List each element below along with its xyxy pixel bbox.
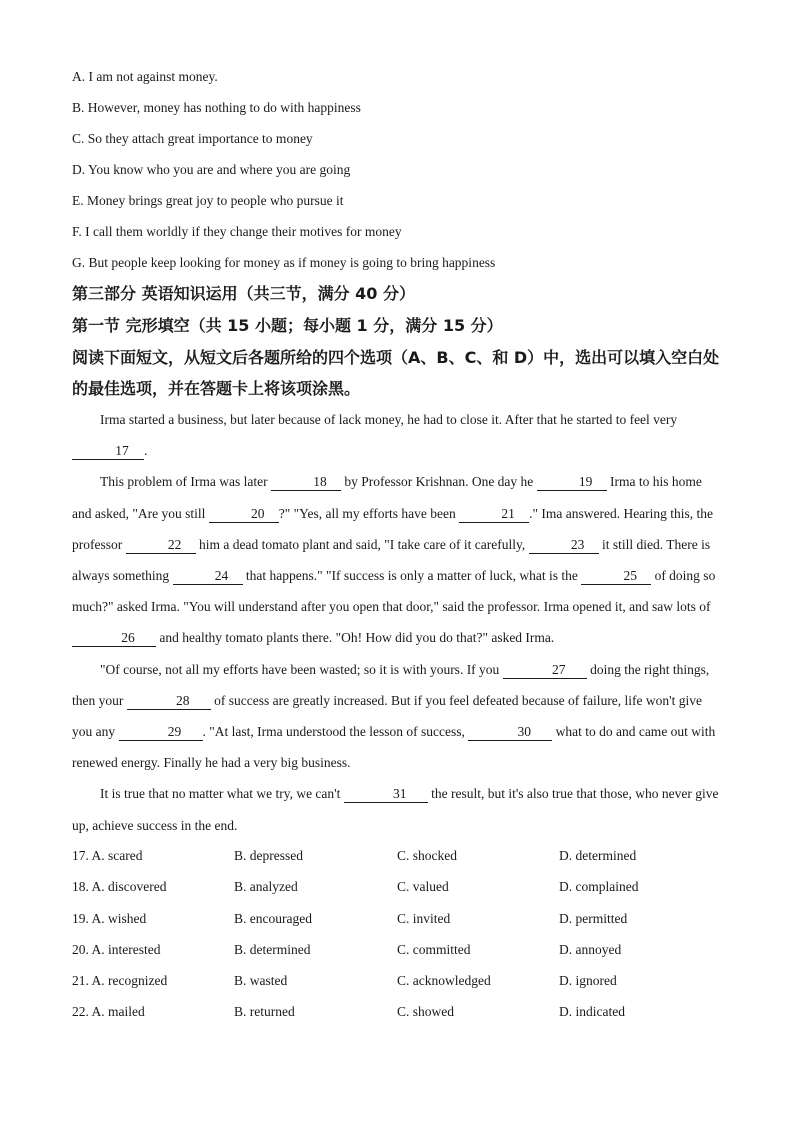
choice-c: C. showed — [397, 1004, 454, 1019]
blank-18: 18 — [271, 474, 341, 491]
part-title: 第三部分 英语知识运用（共三节，满分 40 分） — [72, 284, 415, 303]
choice-b: B. determined — [234, 942, 311, 957]
passage-text: It is true that no matter what we try, we can't — [100, 786, 344, 802]
passage-paragraph-2 — [72, 466, 722, 653]
passage-text: and healthy tomato plants there. "Oh! How did you do that?" asked Irma. — [156, 630, 555, 646]
blank-25: 25 — [581, 568, 651, 585]
passage-text: the result, but it's also true that those, who never give up, achieve success in the end. — [72, 786, 719, 833]
passage-text: . — [144, 443, 148, 459]
choice-a: 20. A. interested — [72, 942, 161, 957]
passage-text: that happens." "If success is only a matter of luck, what is the — [242, 568, 582, 584]
section-title: 第一节 完形填空（共 15 小题；每小题 1 分，满分 15 分） — [72, 316, 503, 335]
choice-d: D. ignored — [559, 973, 617, 988]
blank-22: 22 — [126, 537, 196, 554]
instruction-line-2: 的最佳选项，并在答题卡上将该项涂黑。 — [72, 379, 361, 398]
blank-19: 19 — [537, 474, 607, 491]
blank-26: 26 — [72, 630, 156, 647]
instruction-line-1: 阅读下面短文，从短文后各题所给的四个选项（A、B、C、和 D）中，选出可以填入空白处 — [72, 348, 720, 367]
passage-paragraph-1 — [72, 404, 722, 466]
blank-29: 29 — [119, 724, 203, 741]
blank-24: 24 — [173, 568, 243, 585]
choice-a: 18. A. discovered — [72, 879, 167, 894]
option-f: F. I call them worldly if they change their motives for money — [72, 224, 402, 239]
blank-21: 21 — [459, 506, 529, 523]
option-b: B. However, money has nothing to do with happiness — [72, 100, 361, 115]
option-a: A. I am not against money. — [72, 69, 218, 84]
option-c: C. So they attach great importance to money — [72, 131, 313, 146]
choice-d: D. complained — [559, 879, 639, 894]
choice-d: D. determined — [559, 848, 637, 863]
blank-31: 31 — [344, 786, 428, 803]
choice-c: C. shocked — [397, 848, 457, 863]
choice-d: D. indicated — [559, 1004, 625, 1019]
choice-a: 19. A. wished — [72, 911, 147, 926]
choice-c: C. invited — [397, 911, 451, 926]
passage-paragraph-3 — [72, 654, 722, 779]
passage-text: Irma started a business, but later because of lack money, he had to close it. After that he started to feel very — [100, 412, 678, 427]
option-g: G. But people keep looking for money as if money is going to bring happiness — [72, 255, 496, 270]
choice-b: B. analyzed — [234, 879, 298, 894]
choice-c: C. valued — [397, 879, 449, 894]
passage-text: by Professor Krishnan. One day he — [340, 474, 537, 490]
choice-a: 21. A. recognized — [72, 973, 168, 988]
option-e: E. Money brings great joy to people who pursue it — [72, 193, 344, 208]
choice-c: C. acknowledged — [397, 973, 491, 988]
option-d: D. You know who you are and where you are going — [72, 162, 351, 177]
choice-b: B. depressed — [234, 848, 303, 863]
passage-text: him a dead tomato plant and said, "I take care of it carefully, — [195, 536, 529, 552]
choice-b: B. encouraged — [234, 911, 312, 926]
passage-text: "Of course, not all my efforts have been wasted; so it is with yours. If you — [100, 661, 503, 677]
passage-text: it still died. There is always something — [72, 536, 711, 584]
passage-text: Irma to his home and asked, "Are you still — [72, 474, 702, 521]
passage-text: doing the right things, then your — [72, 661, 710, 708]
passage-text: of success are greatly increased. But if you feel defeated because of failure, life won't give you any — [72, 692, 702, 740]
passage-text: ?" "Yes, all my efforts have been — [278, 505, 460, 521]
choice-d: D. permitted — [559, 911, 628, 926]
choice-a: 17. A. scared — [72, 848, 143, 863]
choice-c: C. committed — [397, 942, 471, 957]
choice-d: D. annoyed — [559, 942, 622, 957]
passage-text: . "At last, Irma understood the lesson of success, — [202, 724, 469, 740]
passage-text: ." Ima answered. Hearing this, the professor — [72, 505, 714, 552]
cloze-passage — [72, 404, 722, 841]
passage-text: of doing so much?" asked Irma. "You will understand after you open that door," said the professor. Irma opened it, and saw lots of — [72, 568, 716, 615]
choice-a: 22. A. mailed — [72, 1004, 145, 1019]
blank-28: 28 — [127, 693, 211, 710]
choice-b: B. wasted — [234, 973, 288, 988]
blank-27: 27 — [503, 662, 587, 679]
blank-23: 23 — [529, 537, 599, 554]
passage-paragraph-4 — [72, 778, 722, 840]
blank-30: 30 — [468, 724, 552, 741]
blank-17: 17 — [72, 443, 144, 460]
blank-20: 20 — [209, 506, 279, 523]
passage-text: This problem of Irma was later — [100, 474, 271, 490]
choice-b: B. returned — [234, 1004, 295, 1019]
passage-text: what to do and came out with renewed energy. Finally he had a very big business. — [72, 724, 716, 771]
